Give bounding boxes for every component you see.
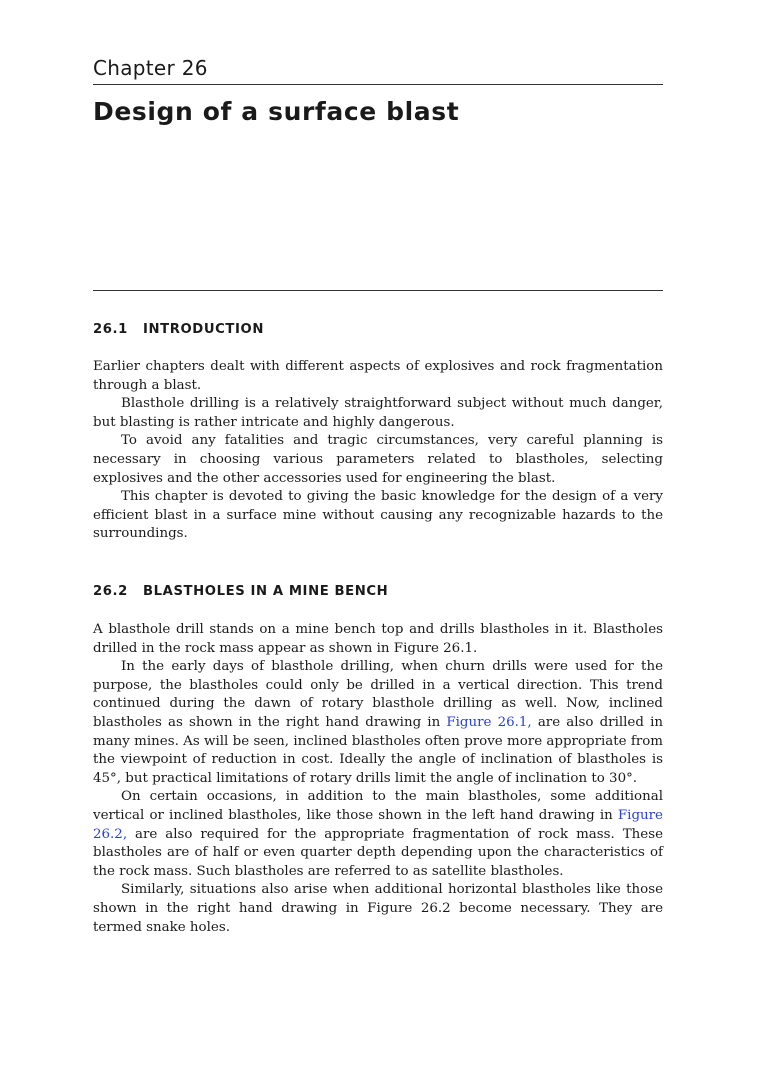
paragraph-text: In the early days of blasthole drilling, when churn drills were used for the purpose, the blastholes could only be drilled in a vertical direction. This trend continued during the dawn of rotary blasthole drilling as well. Now, inclined blastholes as shown in the right hand drawing in <box>93 659 663 730</box>
paragraph-text: On certain occasions, in addition to the main blastholes, some additional vertical or inclined blastholes, like those shown in the left hand drawing in <box>93 789 663 823</box>
section-number: 26.1 <box>93 322 128 337</box>
paragraph-text: are also drilled in many mines. As will be seen, inclined blastholes often prove more appropriate from the viewpoint of reduction in cost. Ideally the angle of inclination of blastholes is 45°, but practical limitations of rotary drills limit the angle of inclination to 30°. <box>93 714 663 786</box>
paragraph: A blasthole drill stands on a mine bench top and drills blastholes in it. Blastholes drilled in the rock mass appear as shown in Figure 26.1. <box>93 622 663 656</box>
paragraph: Blasthole drilling is a relatively straightforward subject without much danger, but blasting is rather intricate and highly dangerous. <box>93 396 663 430</box>
figure-26-1-link[interactable]: Figure 26.1, <box>446 714 532 730</box>
section-title: INTRODUCTION <box>143 322 264 337</box>
section-title: BLASTHOLES IN A MINE BENCH <box>143 584 389 599</box>
chapter-title: Design of a surface blast <box>93 97 460 126</box>
paragraph <box>93 658 663 788</box>
section-heading-blastholes <box>93 584 388 599</box>
section-body-blastholes <box>93 621 663 937</box>
paragraph: To avoid any fatalities and tragic circumstances, very careful planning is necessary in choosing various parameters related to blastholes, selecting explosives and the other accessories used for engineering the blast. <box>93 433 663 486</box>
paragraph: Similarly, situations also arise when additional horizontal blastholes like those shown in the right hand drawing in Figure 26.2 become necessary. They are termed snake holes. <box>93 882 663 935</box>
chapter-label: Chapter 26 <box>93 56 208 80</box>
paragraph: Earlier chapters dealt with different aspects of explosives and rock fragmentation through a blast. <box>93 359 663 393</box>
figure-26-2-link[interactable]: Figure 26.2, <box>93 807 663 842</box>
paragraph-text: are also required for the appropriate fragmentation of rock mass. These blastholes are of half or even quarter depth depending upon the characteristics of the rock mass. Such blastholes are referred to as satellite blastholes. <box>93 826 663 879</box>
paragraph <box>93 788 663 881</box>
section-body-introduction <box>93 358 663 544</box>
paragraph: This chapter is devoted to giving the basic knowledge for the design of a very efficient blast in a surface mine without causing any recognizable hazards to the surroundings. <box>93 489 663 542</box>
title-bottom-divider <box>93 290 663 291</box>
section-number: 26.2 <box>93 584 128 599</box>
section-heading-introduction <box>93 322 264 337</box>
top-divider <box>93 84 663 85</box>
